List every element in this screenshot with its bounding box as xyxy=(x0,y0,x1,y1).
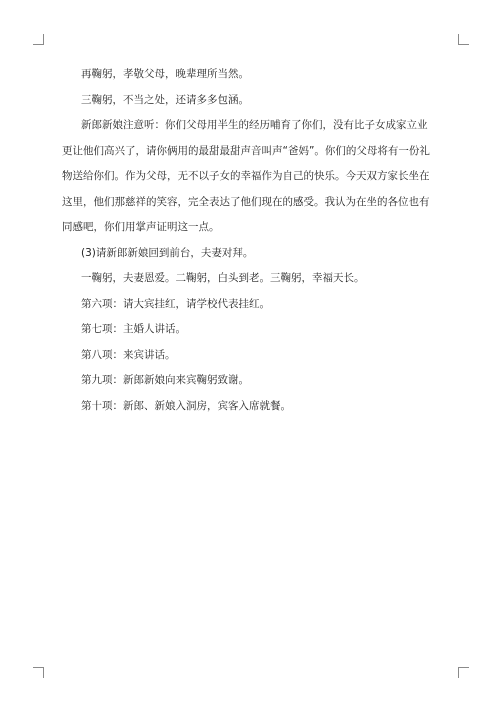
paragraph-item-eight: 第八项：来宾讲话。 xyxy=(81,348,176,361)
paragraph-third-bow: 三鞠躬，不当之处，还请多多包涵。 xyxy=(81,93,249,106)
document-body xyxy=(62,62,436,419)
paragraph-item-ten: 第十项：新郎、新娘入洞房，宾客入席就餐。 xyxy=(81,399,291,412)
paragraph-second-bow: 再鞠躬，孝敬父母，晚辈理所当然。 xyxy=(81,68,249,80)
crop-mark-top-right xyxy=(458,34,469,45)
paragraph-item-seven: 第七项：主婚人讲话。 xyxy=(81,323,186,335)
paragraph-item-nine: 第九项：新郎新娘向来宾鞠躬致谢。 xyxy=(81,374,249,386)
paragraph-couple-bow: (3)请新郎新娘回到前台，夫妻对拜。 xyxy=(81,246,254,259)
crop-mark-top-left xyxy=(33,34,44,45)
paragraph-parents-speech: 新郎新娘注意听：你们父母用半生的经历哺育了你们，没有比子女成家立业更让他们高兴了，请你俩用的最甜最甜声音叫声“爸妈”。你们的父母将有一份礼物送给你们。作为父母，无不以子女的幸福作为自己的快乐。今天双方家长坐在这里，他们那慈祥的笑容，完全表达了他们现在的感受。我认为在坐的各位也有同感吧，你们用掌声证明这一点。 xyxy=(62,119,430,233)
crop-mark-bottom-left xyxy=(33,667,44,678)
paragraph-bows-sequence: 一鞠躬，夫妻恩爱。二鞠躬，白头到老。三鞠躬，幸福天长。 xyxy=(81,272,365,284)
crop-mark-bottom-right xyxy=(458,667,469,678)
paragraph-item-six: 第六项：请大宾挂红，请学校代表挂红。 xyxy=(81,297,270,310)
